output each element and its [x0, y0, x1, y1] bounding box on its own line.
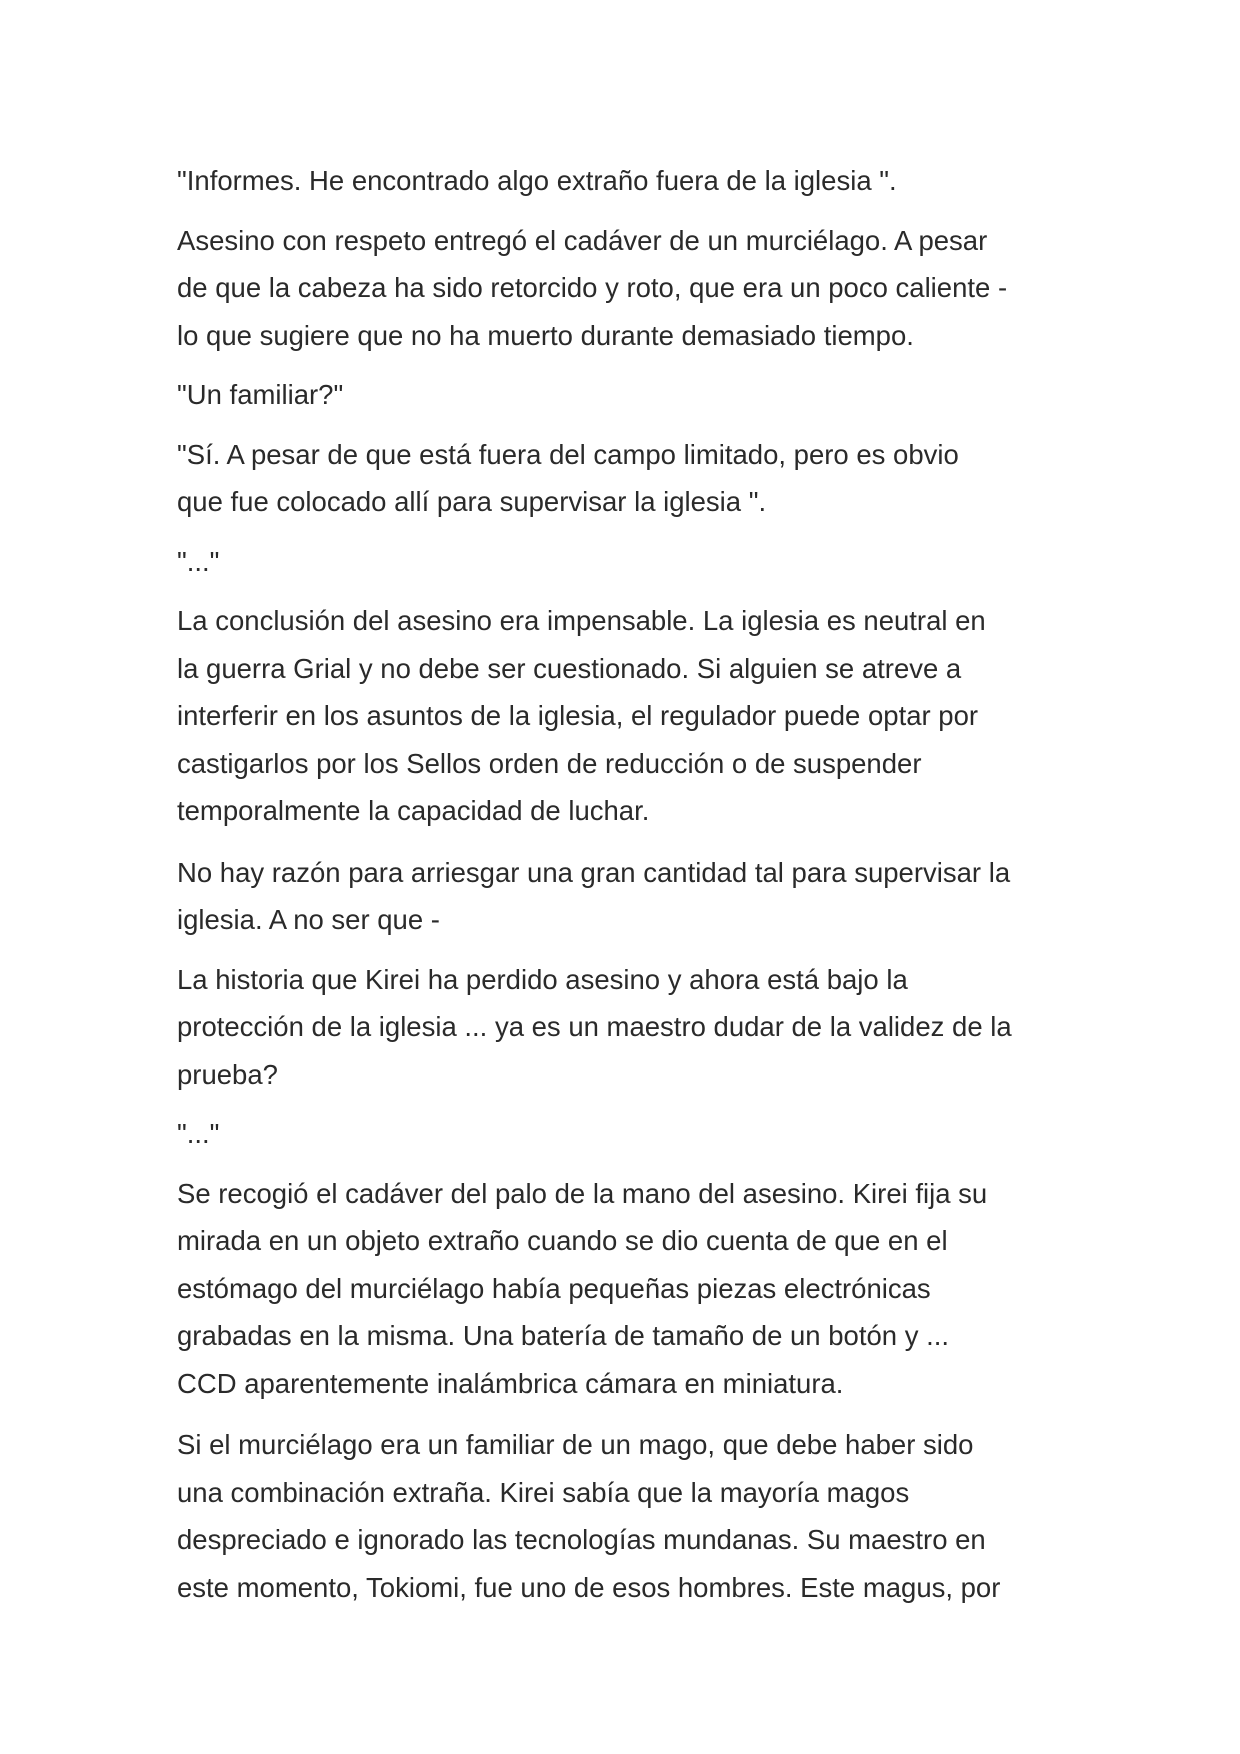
- paragraph-conclusion: La conclusión del asesino era impensable. La iglesia es neutral en la guerra Grial y no debe ser cuestionado. Si alguien se atreve a interferir en los asuntos de la iglesia, el regulador puede optar por castigarlos por los Sellos orden de reducción o de suspender temporalmente la capacidad de luchar.: [177, 605, 986, 826]
- paragraph-magus: Si el murciélago era un familiar de un mago, que debe haber sido una combinación extraña. Kirei sabía que la mayoría magos despreciado e ignorado las tecnologías mundanas. Su maestro en este momento, Tokiomi, fue uno de esos hombres. Este magus, por: [177, 1429, 1001, 1603]
- document-page: [177, 157, 1077, 1623]
- paragraph-bat-corpse: Asesino con respeto entregó el cadáver de un murciélago. A pesar de que la cabeza ha sido retorcido y roto, que era un poco caliente - lo que sugiere que no ha muerto durante demasiado tiempo.: [177, 224, 1008, 351]
- paragraph-kirei-story: La historia que Kirei ha perdido asesino y ahora está bajo la protección de la iglesia ... ya es un maestro dudar de la validez de la prueba?: [177, 963, 1012, 1090]
- paragraph-familiar-answer: "Sí. A pesar de que está fuera del campo limitado, pero es obvio que fue colocado allí para supervisar la iglesia ".: [177, 438, 959, 517]
- paragraph-electronics: Se recogió el cadáver del palo de la mano del asesino. Kirei fija su mirada en un objeto extraño cuando se dio cuenta de que en el estómago del murciélago había pequeñas piezas electrónicas grabadas en la misma. Una batería de tamaño de un botón y ... CCD aparentemente inalámbrica cámara en miniatura.: [177, 1177, 988, 1399]
- paragraph-familiar-question: "Un familiar?": [177, 379, 344, 410]
- paragraph-ellipsis-2: "...": [177, 1118, 220, 1149]
- paragraph-ellipsis-1: "...": [177, 545, 220, 577]
- paragraph-report: "Informes. He encontrado algo extraño fuera de la iglesia ".: [177, 165, 897, 196]
- paragraph-no-reason: No hay razón para arriesgar una gran cantidad tal para supervisar la iglesia. A no ser que -: [177, 856, 1011, 935]
